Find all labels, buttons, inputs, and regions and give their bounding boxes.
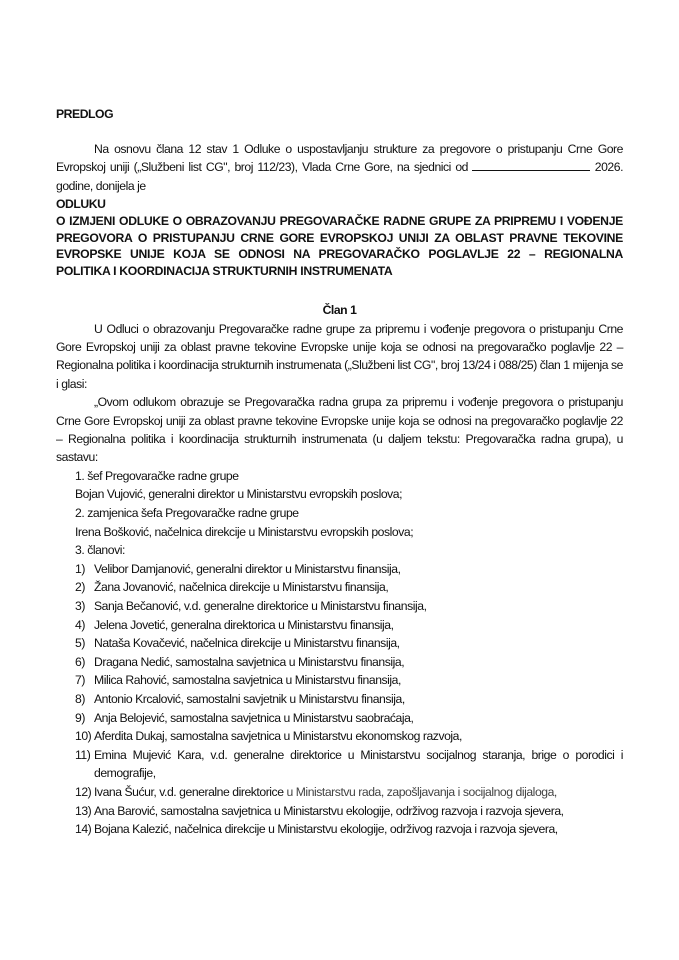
member-text-main: Milica Rahović, samostalna savjetnica u Ministarstvu finansija, [94, 673, 401, 688]
member-text [94, 616, 623, 635]
member-number: 8) [75, 691, 85, 706]
members-list [56, 560, 623, 839]
member-text-main: Anja Belojević, samostalna savjetnica u Ministarstvu saobraćaja, [94, 710, 414, 725]
deputy-label: 2. zamjenica šefa Pregovaračke radne grupe [75, 506, 299, 521]
decision-title: O IZMJENI ODLUKE O OBRAZOVANJU PREGOVARAČKE RADNE GRUPE ZA PRIPREMU I VOĐENJE PREGOVORA O PRISTUPANJU CRNE GORE EVROPSKOJ UNIJI ZA OBLAST PRAVNE TEKOVINE EVROPSKE UNIJE KOJA SE ODNOSI NA PREGOVARAČKO POGLAVLJE 22 – REGIONALNA POLITIKA I KOORDINACIJA STRUKTURNIH INSTRUMENATA [56, 214, 623, 278]
member-item [56, 616, 623, 635]
member-number: 9) [75, 710, 85, 725]
member-text-main: Aferdita Dukaj, samostalna savjetnica u Ministarstvu ekonomskog razvoja, [94, 729, 462, 744]
decision-label: ODLUKU [56, 197, 106, 212]
member-number: 3) [75, 599, 85, 613]
proposal-label: PREDLOG [56, 107, 114, 121]
member-text [94, 653, 623, 672]
member-text [94, 597, 623, 616]
member-number: 5) [75, 636, 85, 651]
member-text-main: Sanja Bečanović, v.d. generalne direktorice u Ministarstvu finansija, [94, 599, 427, 613]
member-number: 13) [75, 803, 92, 818]
member-item [56, 560, 623, 579]
member-text [94, 560, 623, 579]
member-number: 12) [75, 784, 92, 799]
member-number: 7) [75, 673, 85, 688]
member-item [56, 746, 623, 783]
member-number: 11) [75, 747, 91, 762]
member-number: 2) [75, 580, 85, 595]
member-text-main: Antonio Krcalović, samostalni savjetnik u Ministarstvu finansija, [94, 691, 405, 706]
member-text [94, 727, 623, 746]
member-number: 4) [75, 617, 85, 632]
member-number: 1) [75, 561, 85, 576]
members-label: 3. članovi: [75, 543, 125, 558]
member-item [56, 802, 623, 821]
member-text [94, 820, 623, 839]
member-text-main: Žana Jovanović, načelnica direkcije u Ministarstvu finansija, [94, 580, 389, 595]
date-blank [472, 160, 590, 171]
member-text-main: Ivana Šućur, v.d. generalne direktorice [94, 784, 284, 799]
member-text [94, 578, 623, 597]
article-quote: „Ovom odlukom obrazuje se Pregovaračka radna grupa za pripremu i vođenje pregovora o pristupanju Crne Gore Evropskoj uniji za oblast pravne tekovine Evropske unije koja se odnosi na pregovaračko poglavlje 22 – Regionalna politika i koordinacija strukturnih instrumenata (u daljem tekstu: Pregovaračka radna grupa), u sastavu: [56, 395, 623, 465]
member-text-main: Velibor Damjanović, generalni direktor u Ministarstvu finansija, [94, 561, 401, 576]
member-text [94, 802, 623, 821]
member-text-main: Emina Mujević Kara, v.d. generalne direktorice u Ministarstvu socijalnog staranja, brige o porodici i demografije, [94, 747, 623, 781]
member-text-main: Bojana Kalezić, načelnica direkcije u Ministarstvu ekologije, održivog razvoja i razvoja sjevera, [94, 822, 558, 837]
member-number: 6) [75, 654, 85, 669]
member-item [56, 690, 623, 709]
head-label: 1. šef Pregovaračke radne grupe [75, 468, 239, 483]
member-item [56, 727, 623, 746]
document-page [56, 0, 623, 839]
member-text [94, 671, 623, 690]
preamble [56, 140, 623, 195]
member-item [56, 634, 623, 653]
member-item [56, 653, 623, 672]
member-text [94, 709, 623, 728]
member-text [94, 746, 623, 783]
member-item [56, 578, 623, 597]
preamble-text: Na osnovu člana 12 stav 1 Odluke o uspostavljanju strukture za pregovore o pristupanju Crne Gore Evropskoj uniji („Službeni list CG", broj 112/23), Vlada Crne Gore, na sjednici od [56, 142, 623, 175]
member-item [56, 671, 623, 690]
member-item [56, 597, 623, 616]
member-item [56, 783, 623, 802]
member-text-main: Jelena Jovetić, generalna direktorica u Ministarstvu finansija, [94, 617, 394, 632]
member-text-ministry: u Ministarstvu rada, zapošljavanja i socijalnog dijaloga, [283, 784, 557, 799]
member-text [94, 634, 623, 653]
member-item [56, 820, 623, 839]
member-text-main: Ana Barović, samostalna savjetnica u Ministarstvu ekologije, održivog razvoja i razvoja sjevera, [94, 803, 564, 818]
member-number: 10) [75, 729, 92, 744]
deputy-name: Irena Bošković, načelnica direkcije u Ministarstvu evropskih poslova; [75, 524, 414, 539]
preamble-text-2: 2026. godine, donijela je [56, 160, 624, 193]
member-text-main: Nataša Kovačević, načelnica direkcije u Ministarstvu finansija, [94, 636, 400, 651]
member-number: 14) [75, 822, 92, 837]
article-heading: Član 1 [322, 302, 357, 317]
head-name: Bojan Vujović, generalni direktor u Ministarstvu evropskih poslova; [75, 487, 403, 502]
member-text-main: Dragana Nedić, samostalna savjetnica u Ministarstvu finansija, [94, 654, 405, 669]
article-intro: U Odluci o obrazovanju Pregovaračke radne grupe za pripremu i vođenje pregovora o pristupanju Crne Gore Evropskoj uniji za oblast pravne tekovine Evropske unije koja se odnosi na pregovaračko poglavlje 22 – Regionalna politika i koordinacija strukturnih instrumenata („Službeni list CG", broj 13/24 i 088/25) član 1 mijenja se i glasi: [56, 321, 623, 391]
member-text [94, 690, 623, 709]
member-item [56, 709, 623, 728]
member-text [94, 783, 623, 802]
